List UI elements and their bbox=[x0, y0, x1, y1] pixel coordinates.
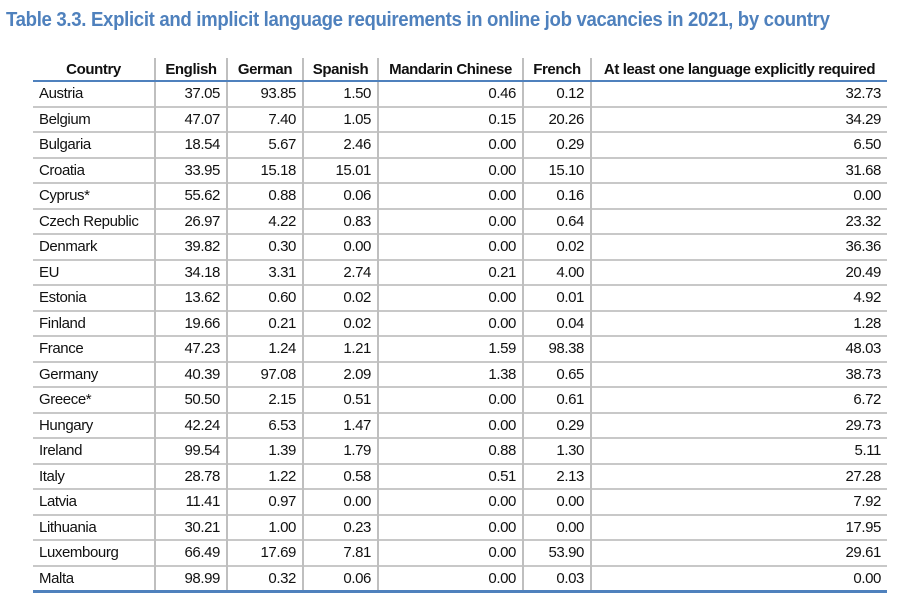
cell-english: 50.50 bbox=[155, 387, 227, 413]
cell-french: 0.03 bbox=[523, 566, 591, 592]
table-row bbox=[33, 566, 887, 592]
table-row bbox=[33, 387, 887, 413]
cell-english: 28.78 bbox=[155, 464, 227, 490]
country-cell: Malta bbox=[33, 566, 155, 592]
cell-german: 97.08 bbox=[227, 362, 303, 388]
cell-at-least-one-language: 0.00 bbox=[591, 183, 887, 209]
header-row bbox=[33, 58, 887, 81]
cell-english: 99.54 bbox=[155, 438, 227, 464]
country-cell: Cyprus* bbox=[33, 183, 155, 209]
cell-german: 7.40 bbox=[227, 107, 303, 133]
cell-mandarin-chinese: 0.00 bbox=[378, 158, 523, 184]
cell-at-least-one-language: 27.28 bbox=[591, 464, 887, 490]
cell-french: 0.12 bbox=[523, 81, 591, 107]
cell-french: 15.10 bbox=[523, 158, 591, 184]
cell-english: 34.18 bbox=[155, 260, 227, 286]
cell-english: 66.49 bbox=[155, 540, 227, 566]
table-row bbox=[33, 413, 887, 439]
cell-mandarin-chinese: 0.00 bbox=[378, 387, 523, 413]
cell-french: 0.16 bbox=[523, 183, 591, 209]
country-cell: France bbox=[33, 336, 155, 362]
cell-spanish: 0.02 bbox=[303, 285, 378, 311]
cell-german: 4.22 bbox=[227, 209, 303, 235]
country-cell: Lithuania bbox=[33, 515, 155, 541]
cell-german: 0.97 bbox=[227, 489, 303, 515]
cell-french: 0.00 bbox=[523, 515, 591, 541]
table-row bbox=[33, 464, 887, 490]
cell-spanish: 1.05 bbox=[303, 107, 378, 133]
cell-french: 0.29 bbox=[523, 132, 591, 158]
cell-french: 0.29 bbox=[523, 413, 591, 439]
cell-mandarin-chinese: 0.00 bbox=[378, 183, 523, 209]
table-row bbox=[33, 336, 887, 362]
cell-french: 53.90 bbox=[523, 540, 591, 566]
cell-at-least-one-language: 6.50 bbox=[591, 132, 887, 158]
cell-mandarin-chinese: 0.00 bbox=[378, 234, 523, 260]
cell-at-least-one-language: 32.73 bbox=[591, 81, 887, 107]
cell-at-least-one-language: 6.72 bbox=[591, 387, 887, 413]
cell-german: 17.69 bbox=[227, 540, 303, 566]
cell-mandarin-chinese: 0.00 bbox=[378, 209, 523, 235]
cell-at-least-one-language: 5.11 bbox=[591, 438, 887, 464]
cell-mandarin-chinese: 1.38 bbox=[378, 362, 523, 388]
cell-mandarin-chinese: 0.46 bbox=[378, 81, 523, 107]
country-cell: Hungary bbox=[33, 413, 155, 439]
cell-at-least-one-language: 38.73 bbox=[591, 362, 887, 388]
cell-at-least-one-language: 1.28 bbox=[591, 311, 887, 337]
cell-german: 1.24 bbox=[227, 336, 303, 362]
table-row bbox=[33, 540, 887, 566]
country-cell: Belgium bbox=[33, 107, 155, 133]
cell-spanish: 0.51 bbox=[303, 387, 378, 413]
cell-german: 5.67 bbox=[227, 132, 303, 158]
cell-spanish: 2.09 bbox=[303, 362, 378, 388]
table-title: Table 3.3. Explicit and implicit language requirements in online job vacancies in 2021, by country bbox=[6, 9, 830, 31]
cell-mandarin-chinese: 0.51 bbox=[378, 464, 523, 490]
country-cell: Finland bbox=[33, 311, 155, 337]
column-header-country: Country bbox=[33, 58, 155, 81]
cell-german: 93.85 bbox=[227, 81, 303, 107]
cell-french: 20.26 bbox=[523, 107, 591, 133]
cell-at-least-one-language: 7.92 bbox=[591, 489, 887, 515]
cell-spanish: 0.06 bbox=[303, 566, 378, 592]
cell-french: 0.65 bbox=[523, 362, 591, 388]
table-row bbox=[33, 260, 887, 286]
cell-french: 0.02 bbox=[523, 234, 591, 260]
cell-german: 0.30 bbox=[227, 234, 303, 260]
cell-at-least-one-language: 4.92 bbox=[591, 285, 887, 311]
cell-spanish: 0.00 bbox=[303, 234, 378, 260]
cell-at-least-one-language: 34.29 bbox=[591, 107, 887, 133]
country-cell: EU bbox=[33, 260, 155, 286]
cell-german: 1.22 bbox=[227, 464, 303, 490]
column-header-at-least-one-language: At least one language explicitly required bbox=[591, 58, 887, 81]
column-header-mandarin-chinese: Mandarin Chinese bbox=[378, 58, 523, 81]
cell-spanish: 1.50 bbox=[303, 81, 378, 107]
cell-english: 39.82 bbox=[155, 234, 227, 260]
cell-german: 0.60 bbox=[227, 285, 303, 311]
cell-mandarin-chinese: 0.00 bbox=[378, 566, 523, 592]
cell-german: 15.18 bbox=[227, 158, 303, 184]
cell-english: 37.05 bbox=[155, 81, 227, 107]
cell-english: 11.41 bbox=[155, 489, 227, 515]
cell-spanish: 0.06 bbox=[303, 183, 378, 209]
column-header-german: German bbox=[227, 58, 303, 81]
cell-french: 4.00 bbox=[523, 260, 591, 286]
cell-spanish: 1.79 bbox=[303, 438, 378, 464]
table-row bbox=[33, 515, 887, 541]
table-row bbox=[33, 489, 887, 515]
cell-spanish: 7.81 bbox=[303, 540, 378, 566]
language-requirements-table bbox=[33, 58, 887, 593]
cell-english: 42.24 bbox=[155, 413, 227, 439]
table-row bbox=[33, 132, 887, 158]
table-row bbox=[33, 183, 887, 209]
cell-mandarin-chinese: 0.00 bbox=[378, 515, 523, 541]
cell-spanish: 2.74 bbox=[303, 260, 378, 286]
cell-english: 55.62 bbox=[155, 183, 227, 209]
country-cell: Ireland bbox=[33, 438, 155, 464]
table-row bbox=[33, 311, 887, 337]
cell-german: 0.32 bbox=[227, 566, 303, 592]
table-row bbox=[33, 234, 887, 260]
cell-spanish: 1.47 bbox=[303, 413, 378, 439]
cell-spanish: 0.23 bbox=[303, 515, 378, 541]
table-row bbox=[33, 158, 887, 184]
country-cell: Latvia bbox=[33, 489, 155, 515]
cell-german: 1.00 bbox=[227, 515, 303, 541]
cell-french: 1.30 bbox=[523, 438, 591, 464]
cell-at-least-one-language: 31.68 bbox=[591, 158, 887, 184]
cell-french: 2.13 bbox=[523, 464, 591, 490]
table-row bbox=[33, 209, 887, 235]
table-row bbox=[33, 362, 887, 388]
table-row bbox=[33, 438, 887, 464]
cell-german: 2.15 bbox=[227, 387, 303, 413]
column-header-spanish: Spanish bbox=[303, 58, 378, 81]
cell-english: 47.07 bbox=[155, 107, 227, 133]
cell-spanish: 2.46 bbox=[303, 132, 378, 158]
country-cell: Austria bbox=[39, 85, 83, 103]
cell-english: 26.97 bbox=[155, 209, 227, 235]
cell-mandarin-chinese: 0.00 bbox=[378, 540, 523, 566]
cell-mandarin-chinese: 0.15 bbox=[378, 107, 523, 133]
cell-french: 0.04 bbox=[523, 311, 591, 337]
cell-at-least-one-language: 36.36 bbox=[591, 234, 887, 260]
country-cell: Greece* bbox=[33, 387, 155, 413]
country-cell: Denmark bbox=[33, 234, 155, 260]
cell-french: 0.64 bbox=[523, 209, 591, 235]
cell-german: 3.31 bbox=[227, 260, 303, 286]
cell-german: 0.21 bbox=[227, 311, 303, 337]
country-cell: Estonia bbox=[33, 285, 155, 311]
cell-mandarin-chinese: 0.00 bbox=[378, 311, 523, 337]
cell-at-least-one-language: 29.73 bbox=[591, 413, 887, 439]
country-cell: Italy bbox=[33, 464, 155, 490]
column-header-french: French bbox=[523, 58, 591, 81]
cell-mandarin-chinese: 0.00 bbox=[378, 132, 523, 158]
cell-at-least-one-language: 20.49 bbox=[591, 260, 887, 286]
country-cell: Czech Republic bbox=[33, 209, 155, 235]
country-cell: Germany bbox=[33, 362, 155, 388]
country-cell: Bulgaria bbox=[33, 132, 155, 158]
cell-german: 6.53 bbox=[227, 413, 303, 439]
cell-spanish: 0.58 bbox=[303, 464, 378, 490]
cell-spanish: 1.21 bbox=[303, 336, 378, 362]
table-row bbox=[33, 285, 887, 311]
country-cell: Luxembourg bbox=[33, 540, 155, 566]
cell-english: 18.54 bbox=[155, 132, 227, 158]
cell-mandarin-chinese: 0.00 bbox=[378, 489, 523, 515]
cell-english: 30.21 bbox=[155, 515, 227, 541]
cell-at-least-one-language: 23.32 bbox=[591, 209, 887, 235]
cell-mandarin-chinese: 0.00 bbox=[378, 285, 523, 311]
cell-at-least-one-language: 0.00 bbox=[591, 566, 887, 592]
cell-spanish: 0.00 bbox=[303, 489, 378, 515]
table-row bbox=[33, 107, 887, 133]
cell-english: 98.99 bbox=[155, 566, 227, 592]
cell-english: 47.23 bbox=[155, 336, 227, 362]
country-cell: Croatia bbox=[33, 158, 155, 184]
cell-german: 0.88 bbox=[227, 183, 303, 209]
cell-english: 40.39 bbox=[155, 362, 227, 388]
cell-french: 0.00 bbox=[523, 489, 591, 515]
cell-at-least-one-language: 17.95 bbox=[591, 515, 887, 541]
column-header-english: English bbox=[155, 58, 227, 81]
cell-english: 33.95 bbox=[155, 158, 227, 184]
cell-spanish: 0.02 bbox=[303, 311, 378, 337]
cell-spanish: 0.83 bbox=[303, 209, 378, 235]
cell-german: 1.39 bbox=[227, 438, 303, 464]
cell-english: 13.62 bbox=[155, 285, 227, 311]
cell-at-least-one-language: 48.03 bbox=[591, 336, 887, 362]
cell-french: 0.61 bbox=[523, 387, 591, 413]
cell-mandarin-chinese: 1.59 bbox=[378, 336, 523, 362]
cell-mandarin-chinese: 0.00 bbox=[378, 413, 523, 439]
cell-english: 19.66 bbox=[155, 311, 227, 337]
cell-mandarin-chinese: 0.88 bbox=[378, 438, 523, 464]
table-row bbox=[33, 81, 887, 107]
cell-spanish: 15.01 bbox=[303, 158, 378, 184]
cell-french: 0.01 bbox=[523, 285, 591, 311]
cell-french: 98.38 bbox=[523, 336, 591, 362]
cell-at-least-one-language: 29.61 bbox=[591, 540, 887, 566]
cell-mandarin-chinese: 0.21 bbox=[378, 260, 523, 286]
